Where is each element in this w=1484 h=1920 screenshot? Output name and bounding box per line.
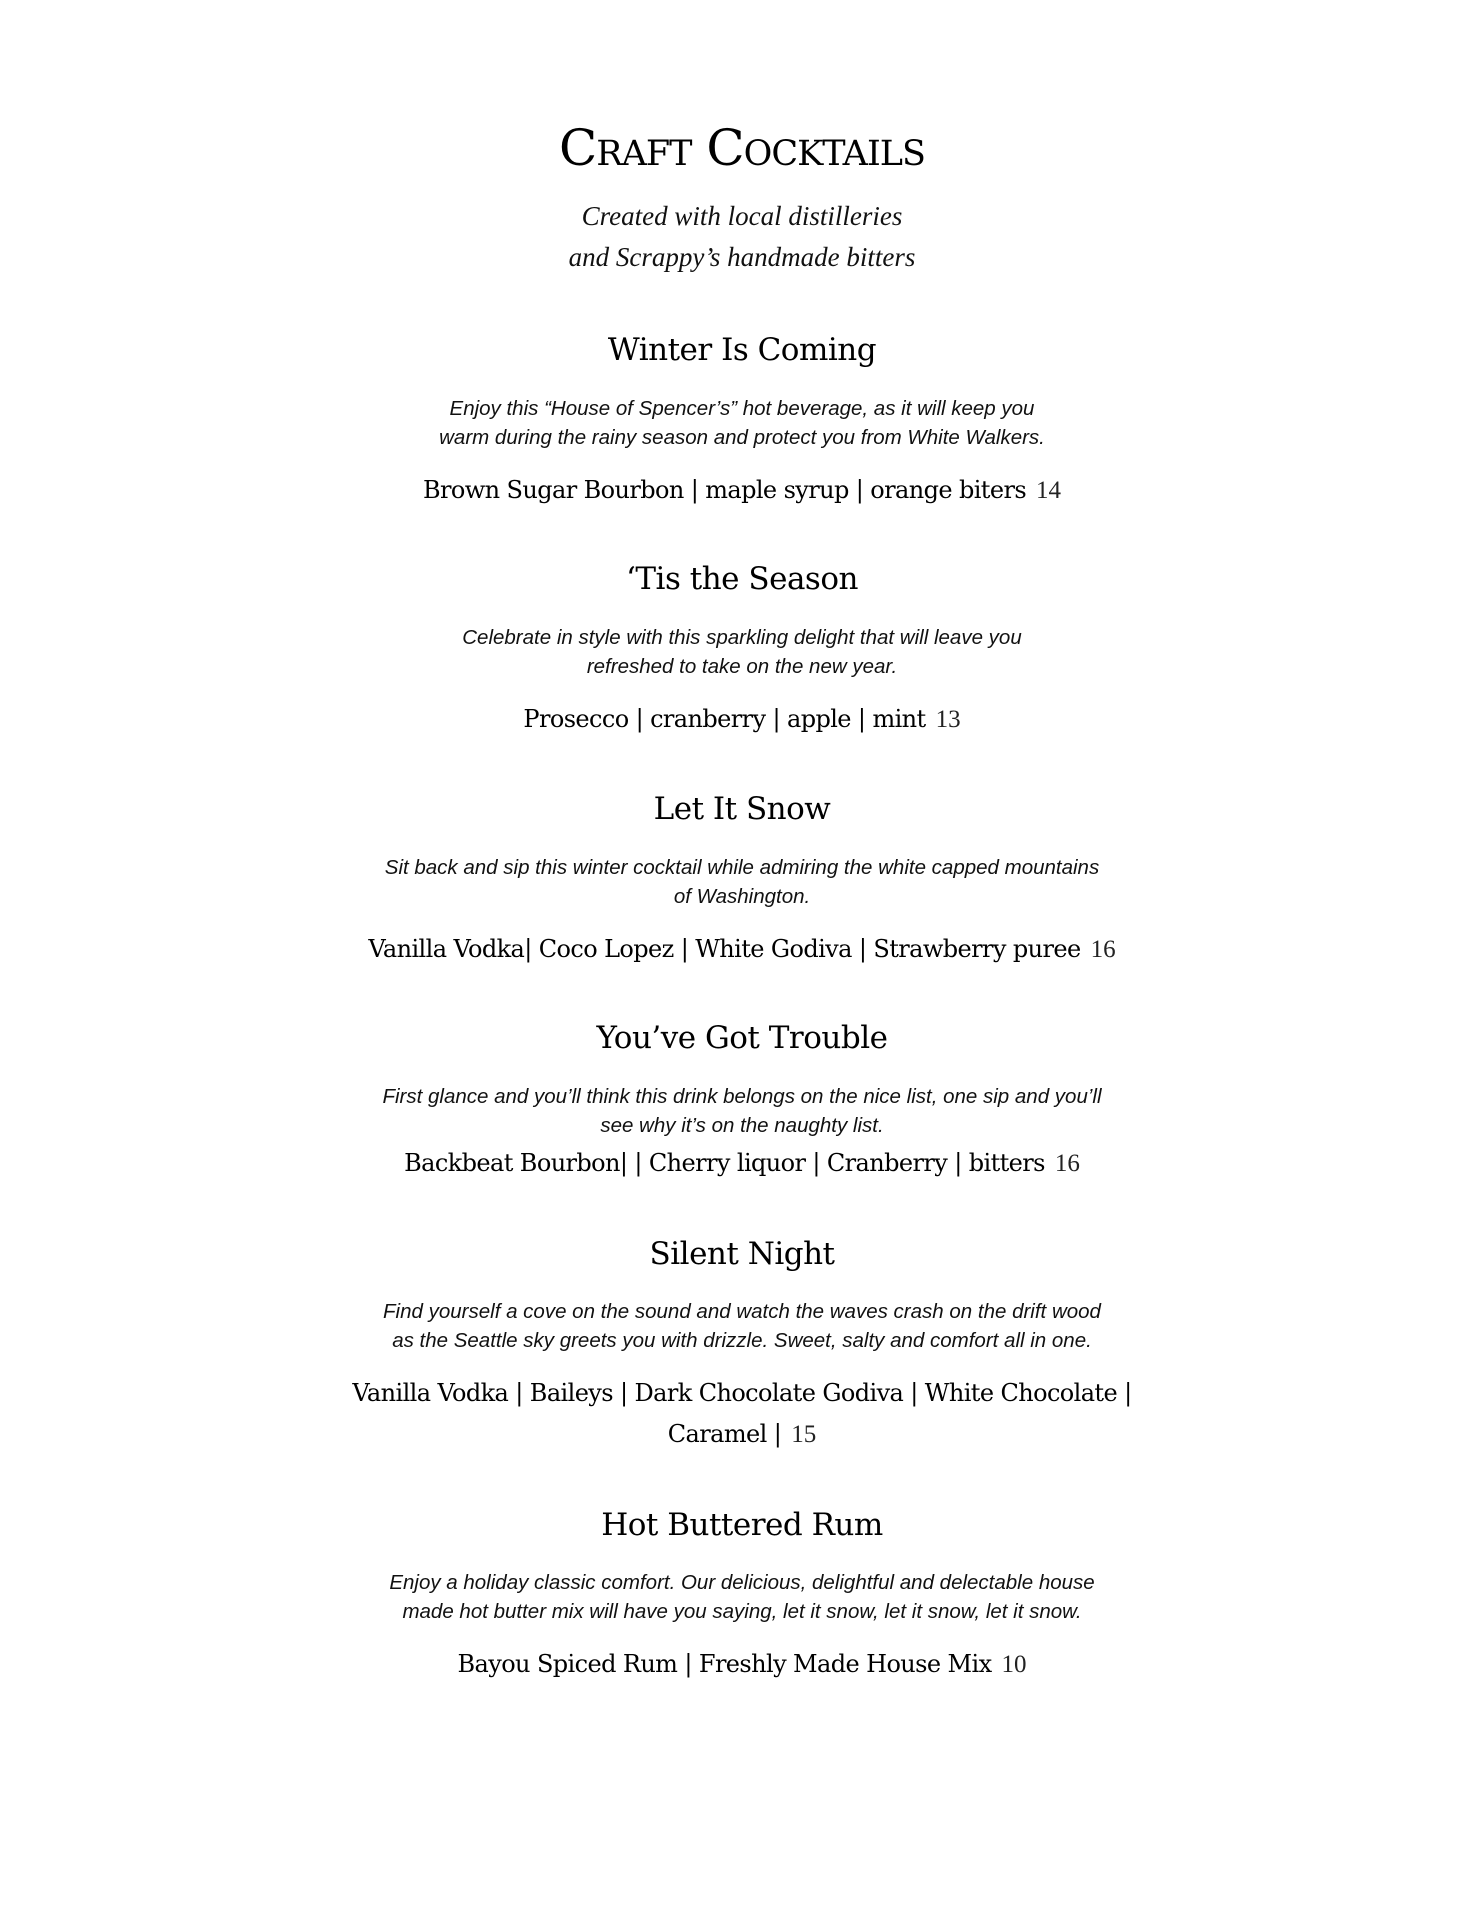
page-title: Craft Cocktails	[558, 119, 926, 177]
drink-ingredients	[0, 470, 1484, 511]
ingredients-text: Prosecco | cranberry | apple | mint	[523, 705, 926, 733]
drink-description-line: Celebrate in style with this sparkling delight that will leave you	[462, 626, 1022, 649]
subtitle-line-2: and Scrappy’s handmade bitters	[568, 242, 916, 272]
drink-ingredients-line: Vanilla Vodka | Baileys | Dark Chocolate Godiva | White Chocolate |	[352, 1379, 1132, 1407]
drink-description-line: as the Seattle sky greets you with drizzle. Sweet, salty and comfort all in one.	[392, 1329, 1092, 1352]
drink-ingredients	[0, 699, 1484, 740]
drink-ingredients	[0, 1143, 1484, 1184]
drink-ingredients	[0, 1414, 1484, 1455]
ingredients-text: Brown Sugar Bourbon | maple syrup | orange biters	[422, 476, 1027, 504]
drink-ingredients	[0, 929, 1484, 970]
ingredients-text: Vanilla Vodka| Coco Lopez | White Godiva | Strawberry puree	[368, 935, 1081, 963]
drink-name-hot-buttered-rum: Hot Buttered Rum	[601, 1507, 883, 1543]
drink-name-youve-got-trouble: You’ve Got Trouble	[596, 1020, 888, 1056]
drink-price: 14	[1036, 477, 1062, 504]
drink-description-line: Sit back and sip this winter cocktail while admiring the white capped mountains	[384, 856, 1100, 879]
drink-price: 10	[1001, 1651, 1027, 1678]
drink-name-silent-night: Silent Night	[649, 1236, 835, 1272]
drink-name-winter-is-coming: Winter Is Coming	[607, 332, 877, 368]
drink-price: 16	[1090, 936, 1116, 963]
drink-price: 13	[935, 706, 961, 733]
ingredients-text: Bayou Spiced Rum | Freshly Made House Mix	[457, 1650, 992, 1678]
drink-description-line: see why it’s on the naughty list.	[600, 1114, 884, 1137]
drink-description-line: warm during the rainy season and protect you from White Walkers.	[439, 426, 1045, 449]
drink-name-let-it-snow: Let It Snow	[653, 791, 831, 827]
drink-ingredients	[0, 1644, 1484, 1685]
drink-description-line: Find yourself a cove on the sound and watch the waves crash on the drift wood	[383, 1300, 1101, 1323]
drink-description-line: Enjoy a holiday classic comfort. Our delicious, delightful and delectable house	[389, 1571, 1095, 1594]
subtitle-line-1: Created with local distilleries	[581, 201, 903, 231]
drink-description-line: First glance and you’ll think this drink belongs on the nice list, one sip and you’ll	[382, 1085, 1102, 1108]
drink-price: 16	[1054, 1150, 1080, 1177]
drink-description-line: Enjoy this “House of Spencer’s” hot beverage, as it will keep you	[449, 397, 1035, 420]
drink-description-line: of Washington.	[673, 885, 811, 908]
drink-description-line: refreshed to take on the new year.	[586, 655, 898, 678]
ingredients-text: Caramel |	[667, 1420, 782, 1448]
ingredients-text: Backbeat Bourbon| | Cherry liquor | Cranberry | bitters	[404, 1149, 1045, 1177]
drink-description-line: made hot butter mix will have you saying, let it snow, let it snow, let it snow.	[402, 1600, 1082, 1623]
drink-name-tis-the-season: ‘Tis the Season	[626, 561, 858, 597]
drink-price: 15	[791, 1421, 817, 1448]
